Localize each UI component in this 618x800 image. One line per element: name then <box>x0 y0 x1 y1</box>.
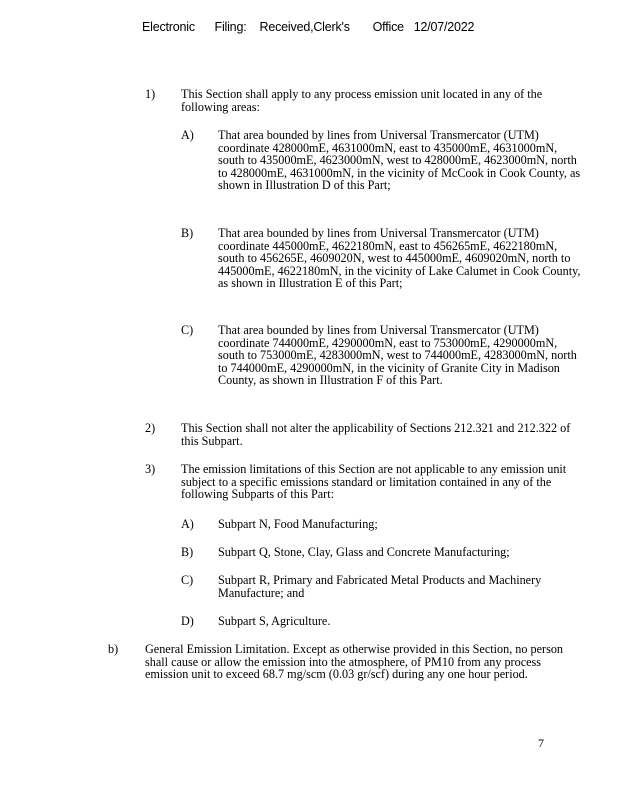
item-label: 1) <box>145 87 156 101</box>
item-text: The emission limitations of this Section are not applicable to any emission unit subject to a specific emissions standard or limitation contained in any of the following Subparts of this Part: <box>181 462 567 502</box>
item-label: 3) <box>145 462 156 476</box>
item-label: D) <box>181 614 194 628</box>
item-text: That area bounded by lines from Universal Transmercator (UTM) coordinate 428000mE, 4631000mN, east to 435000mE, 4631000mN, south to 435000mE, 4623000mN, west to 428000mE, 4623000mN, north to 428000mE, 4631000mN, in the vicinity of McCook in Cook County, as shown in Illustration D of this Part; <box>218 128 581 193</box>
page-number: 7 <box>538 736 544 750</box>
item-label: b) <box>108 642 119 656</box>
item-label: 2) <box>145 421 156 435</box>
item-label: B) <box>181 545 194 559</box>
item-text: That area bounded by lines from Universal Transmercator (UTM) coordinate 744000mE, 4290000mN, east to 753000mE, 4290000mN, south to 753000mE, 4283000mN, west to 744000mE, 4283000mN, north to 744000mE, 4290000mN, in the vicinity of Granite City in Madison County, as shown in Illustration F of this Part. <box>218 323 577 388</box>
item-text: Subpart N, Food Manufacturing; <box>218 517 378 531</box>
item-label: A) <box>181 517 194 531</box>
item-text: This Section shall not alter the applicability of Sections 212.321 and 212.322 of this Subpart. <box>181 421 571 448</box>
item-text: This Section shall apply to any process emission unit located in any of the following areas: <box>181 87 543 114</box>
item-text: Subpart R, Primary and Fabricated Metal Products and Machinery Manufacture; and <box>218 573 542 600</box>
item-text: Subpart S, Agriculture. <box>218 614 331 628</box>
filing-header: Electronic Filing: Received,Clerk's Office 12/07/2022 <box>142 20 475 34</box>
item-label: A) <box>181 128 194 142</box>
item-text: That area bounded by lines from Universal Transmercator (UTM) coordinate 445000mE, 4622180mN, east to 456265mE, 4622180mN, south to 456265E, 4609020N, west to 445000mE, 4609020mN, north to 445000mE, 4622180mN, in the vicinity of Lake Calumet in Cook County, as shown in Illustration E of this Part; <box>218 226 581 291</box>
item-text: Subpart Q, Stone, Clay, Glass and Concrete Manufacturing; <box>218 545 510 559</box>
item-text: General Emission Limitation. Except as otherwise provided in this Section, no person shall cause or allow the emission into the atmosphere, of PM10 from any process emission unit to exceed 68.7 mg/scm (0.03 gr/scf) during any one hour period. <box>145 642 564 682</box>
item-label: C) <box>181 573 194 587</box>
item-label: B) <box>181 226 194 240</box>
item-label: C) <box>181 323 194 337</box>
